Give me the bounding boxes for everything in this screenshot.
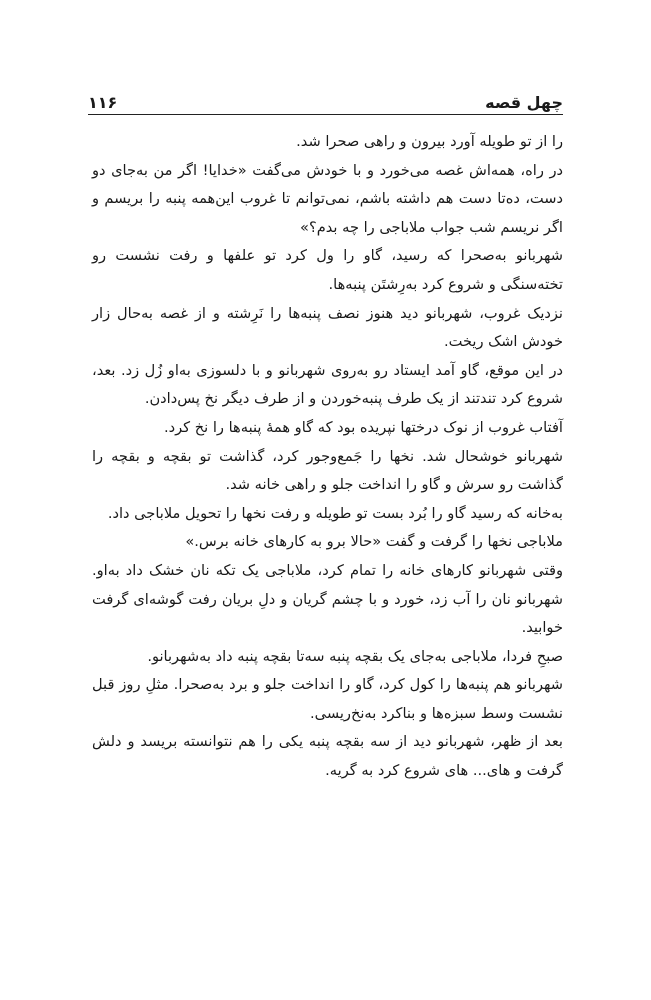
paragraph: شهربانو به‌صحرا که رسید، گاو را ول کرد تو علفها و رفت نشست رو تخته‌سنگی و شروع کرد به‌رِشتَن پنبه‌ها. bbox=[92, 247, 563, 293]
paragraph: به‌خانه که رسید گاو را بُرد بست تو طویله و رفت نخها را تحویل ملاباجی داد. bbox=[107, 504, 563, 522]
paragraph: آفتاب غروب از نوک درختها نپریده بود که گاو همهٔ پنبه‌ها را نخ کرد. bbox=[163, 418, 563, 436]
paragraph: شهربانو خوشحال شد. نخها را جَمع‌وجور کرد، گذاشت تو بقچه و بقچه را گذاشت رو سرش و گاو را انداخت جلو و راهی خانه شد. bbox=[92, 447, 563, 494]
running-header bbox=[88, 86, 563, 112]
page-number: ۱۱۶ bbox=[88, 93, 118, 112]
paragraph: بعد از ظهر، شهربانو دید از سه بقچه پنبه یکی را هم نتوانسته بریسد و دلش گرفت و های... های شروع کرد به گریه. bbox=[92, 733, 563, 780]
paragraph: نزدیک غروب، شهربانو دید هنوز نصف پنبه‌ها را نَرِشته و از غصه به‌حال زار خودش اشک ریخت. bbox=[92, 304, 563, 351]
running-title: چهل قصه bbox=[485, 93, 563, 112]
paragraph: در راه، همه‌اش غصه می‌خورد و با خودش می‌گفت «خدایا! اگر من به‌جای دو دست، ده‌تا دست هم داشته باشم، نمی‌توانم تا غروب این‌همه پنبه را بریسم و اگر نریسم شب جواب ملاباجی را چه بدم؟» bbox=[92, 161, 563, 236]
paragraph: شهربانو هم پنبه‌ها را کول کرد، گاو را انداخت جلو و برد به‌صحرا. مثلِ روز قبل نشست وسط سبزه‌ها و بناکرد به‌نخ‌ریسی. bbox=[92, 676, 563, 722]
paragraph: صبحِ فردا، ملاباجی به‌جای یک بقچه پنبه سه‌تا بقچه پنبه داد به‌شهربانو. bbox=[147, 647, 563, 665]
story-text bbox=[92, 128, 563, 786]
paragraph: ملاباجی نخها را گرفت و گفت «حالا برو به کارهای خانه برس.» bbox=[185, 533, 563, 551]
header-divider bbox=[88, 114, 563, 115]
paragraph: وقتی شهربانو کارهای خانه را تمام کرد، ملاباجی یک تکه نان خشک داد به‌او. شهربانو نان را آب زد، خورد و با چشم گریان و دلِ بریان رفت گوشه‌ای گرفت خوابید. bbox=[92, 561, 563, 637]
paragraph: در این موقع، گاو آمد ایستاد رو به‌روی شهربانو و با دلسوزی به‌او زُل زد. بعد، شروع کرد تندتند از یک طرف پنبه‌خوردن و از طرف دیگر نخ پس‌دادن. bbox=[92, 361, 563, 408]
paragraph: را از تو طویله آورد بیرون و راهی صحرا شد. bbox=[296, 133, 563, 150]
